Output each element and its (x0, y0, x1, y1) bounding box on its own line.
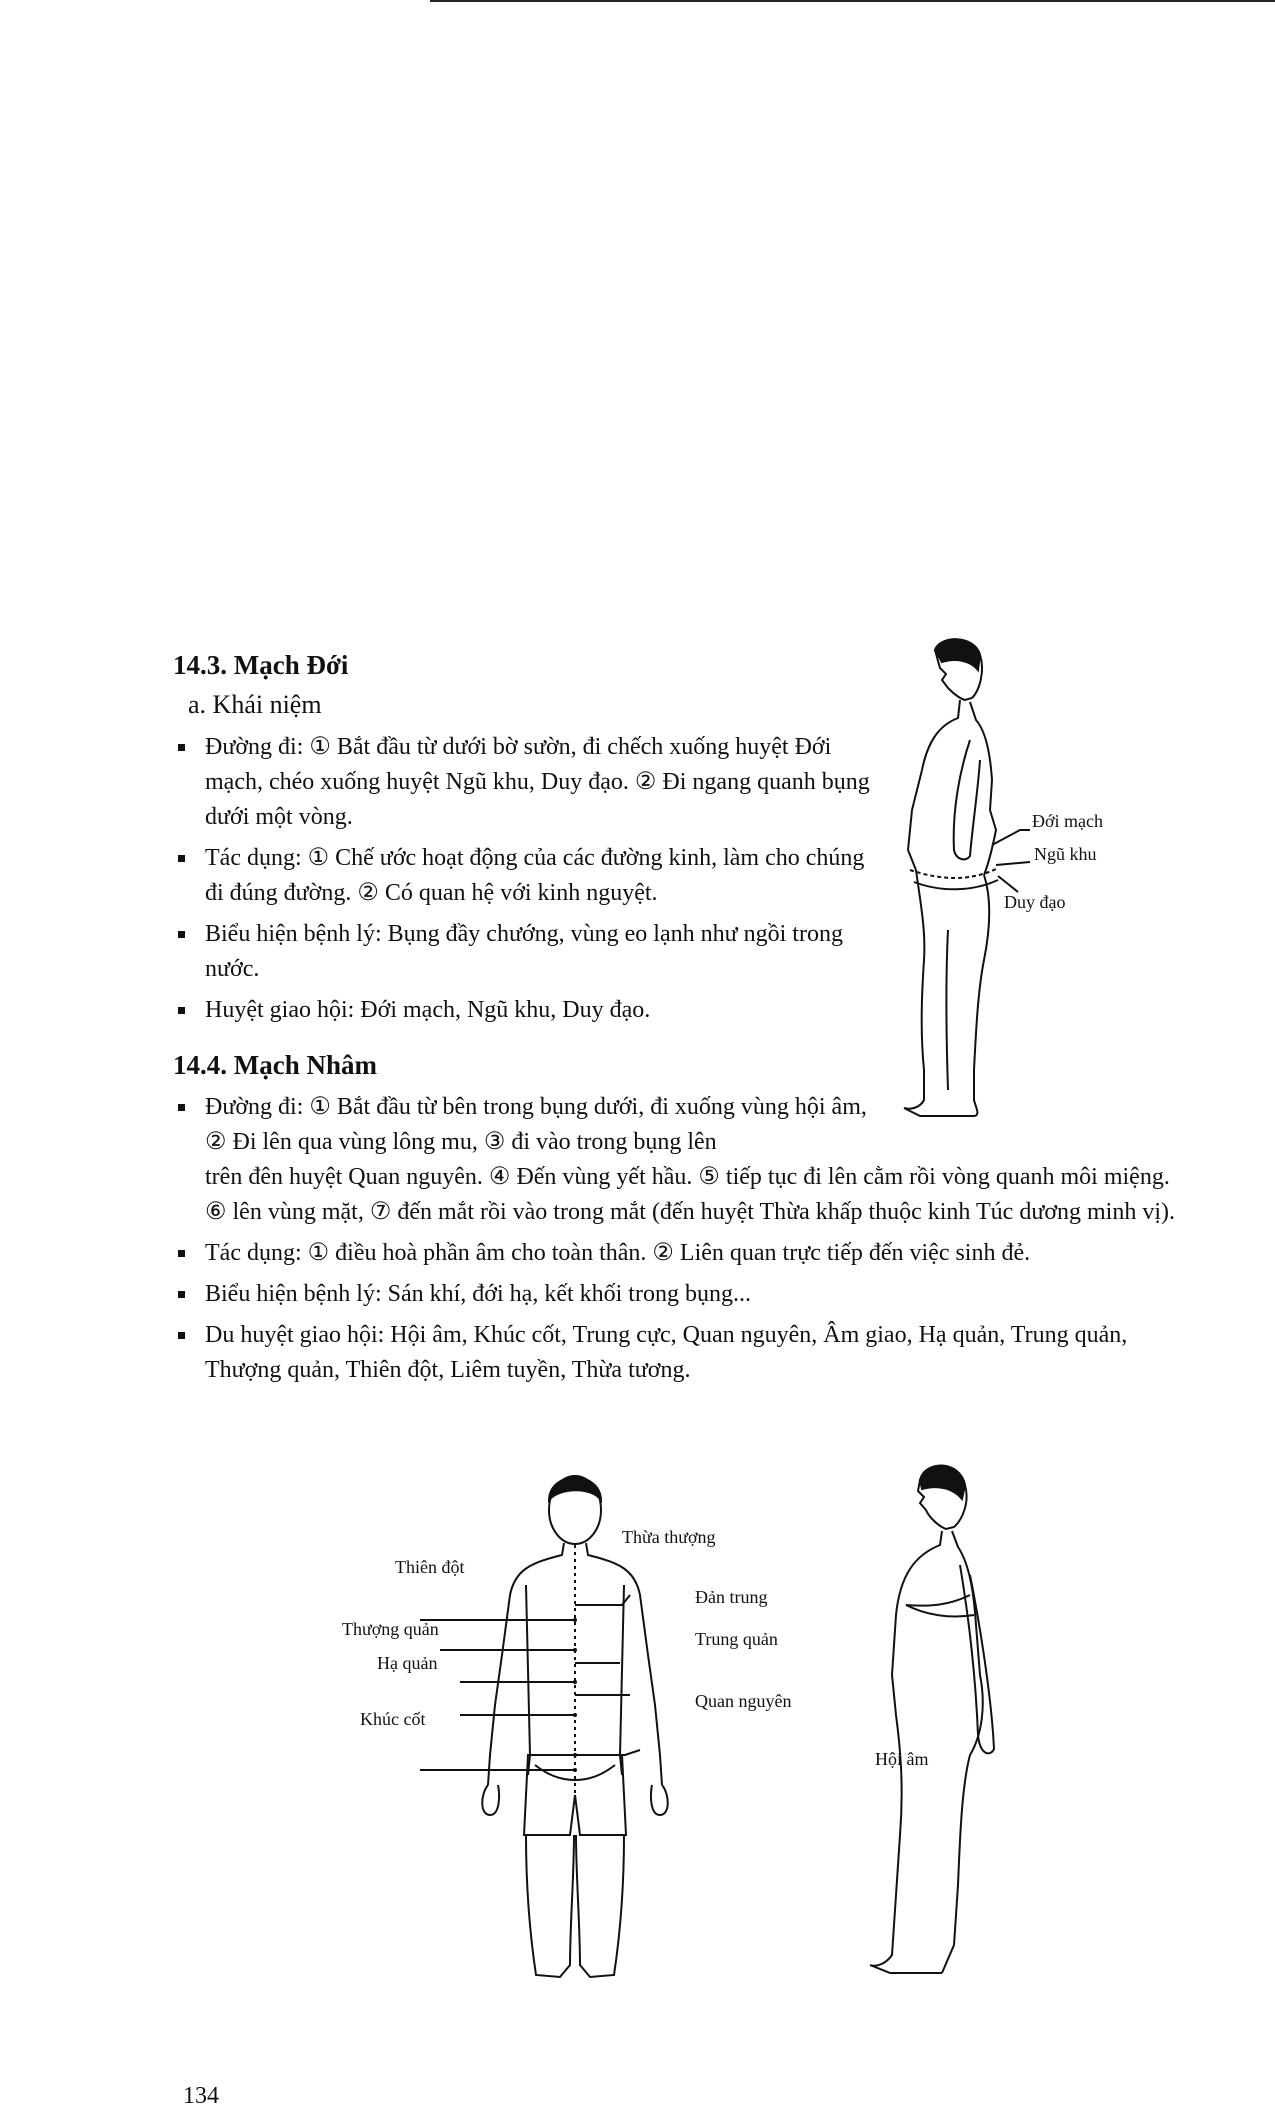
label-thien-dot: Thiên đột (395, 1557, 465, 1577)
list-item-text-part2: trên đên huyệt Quan nguyên. ④ Đến vùng yết hầu. ⑤ tiếp tục đi lên cằm rồi vòng quanh môi miệng. ⑥ lên vùng mặt, ⑦ đến mắt rồi vào trong mắt (đến huyệt Thừa khấp thuộc kinh Túc dương minh vị). (205, 1164, 1176, 1225)
label-duy-dao: Duy đạo (1004, 892, 1066, 912)
page-number: 134 (183, 2083, 219, 2109)
list-item: Đường đi: ① Bắt đầu từ dưới bờ sườn, đi chếch xuống huyệt Đới mạch, chéo xuống huyệt Ngũ khu, Duy đạo. ② Đi ngang quanh bụng dưới một vòng. (175, 730, 875, 835)
subheading-khai-niem: a. Khái niệm (188, 690, 322, 719)
label-hoi-am: Hội âm (875, 1749, 929, 1769)
section-14-3-list (175, 730, 875, 1034)
list-item (175, 1090, 1175, 1230)
section-14-4-list (175, 1090, 1175, 1394)
list-item: Biểu hiện bệnh lý: Sán khí, đới hạ, kết khối trong bụng... (175, 1277, 1175, 1312)
label-trung-quan: Trung quản (695, 1629, 778, 1649)
section-heading-14-4: 14.4. Mạch Nhâm (173, 1050, 377, 1080)
figure-mach-nham (330, 1455, 1030, 1995)
list-item: Biểu hiện bệnh lý: Bụng đầy chướng, vùng eo lạnh như ngồi trong nước. (175, 917, 875, 987)
list-item-text-part1: Đường đi: ① Bắt đầu từ bên trong bụng dưới, đi xuống vùng hội âm, ② Đi lên qua vùng lông mu, ③ đi vào trong bụng lên (205, 1094, 867, 1155)
figure-mach-doi (880, 630, 1140, 1130)
list-item: Tác dụng: ① điều hoà phần âm cho toàn thân. ② Liên quan trực tiếp đến việc sinh đẻ. (175, 1236, 1175, 1271)
mach-nham-illustration (330, 1455, 1030, 1995)
label-dan-trung: Đản trung (695, 1587, 768, 1607)
label-khuc-cot: Khúc cốt (360, 1709, 426, 1729)
label-quan-nguyen: Quan nguyên (695, 1691, 792, 1711)
list-item: Huyệt giao hội: Đới mạch, Ngũ khu, Duy đạo. (175, 993, 875, 1028)
label-doi-mach: Đới mạch (1032, 811, 1103, 831)
label-ha-quan: Hạ quản (377, 1653, 438, 1673)
mach-doi-illustration (880, 630, 1140, 1130)
list-item: Du huyệt giao hội: Hội âm, Khúc cốt, Trung cực, Quan nguyên, Âm giao, Hạ quản, Trung quản, Thượng quản, Thiên đột, Liêm tuyền, Thừa tương. (175, 1318, 1175, 1388)
list-item: Tác dụng: ① Chế ước hoạt động của các đường kinh, làm cho chúng đi đúng đường. ② Có quan hệ với kinh nguyệt. (175, 841, 875, 911)
label-thuong-quan: Thượng quản (342, 1619, 439, 1639)
label-ngu-khu: Ngũ khu (1034, 844, 1097, 864)
top-rule (430, 0, 1275, 2)
label-thua-thuong: Thừa thượng (622, 1527, 716, 1547)
section-heading-14-3: 14.3. Mạch Đới (173, 650, 349, 680)
